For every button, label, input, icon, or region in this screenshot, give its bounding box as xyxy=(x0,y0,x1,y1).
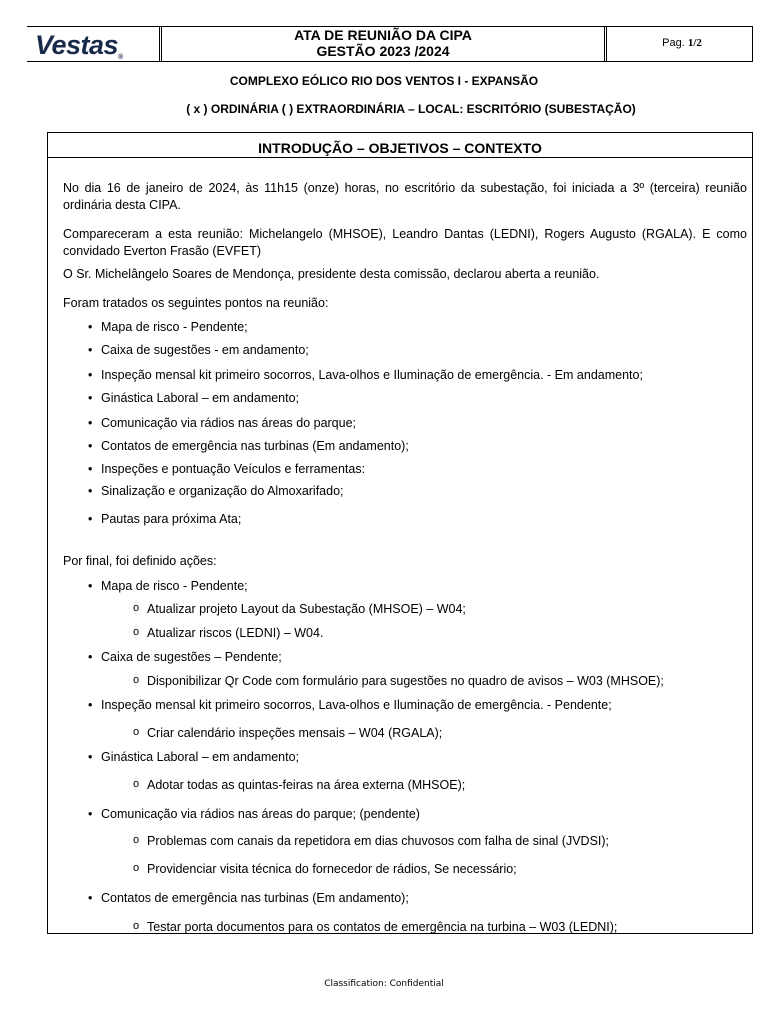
subtitle: COMPLEXO EÓLICO RIO DOS VENTOS I - EXPANSÃO xyxy=(229,74,539,88)
action-item: • Comunicação via rádios nas áreas do parque; (pendente) xyxy=(88,806,420,823)
action-item: • Contatos de emergência nas turbinas (Em andamento); xyxy=(88,890,409,907)
action-item: • Ginástica Laboral – em andamento; xyxy=(88,749,299,766)
paragraph-opening: O Sr. Michelângelo Soares de Mendonça, presidente desta comissão, declarou aberta a reunião. xyxy=(63,267,600,281)
list-item: • Caixa de sugestões - em andamento; xyxy=(88,342,309,359)
action-subitem: o Testar porta documentos para os contatos de emergência na turbina – W03 (LEDNI); xyxy=(133,919,617,936)
page-number: Pag. 1/2 xyxy=(662,37,702,49)
classification-footer: Classification: Confidential xyxy=(324,979,444,989)
list-item: • Ginástica Laboral – em andamento; xyxy=(88,390,299,407)
action-item: • Inspeção mensal kit primeiro socorros, Lava-olhos e Iluminação de emergência. - Pendente; xyxy=(88,697,612,714)
actions-intro: Por final, foi definido ações: xyxy=(63,554,217,568)
action-subitem: o Criar calendário inspeções mensais – W04 (RGALA); xyxy=(133,725,442,742)
paragraph-topics-intro: Foram tratados os seguintes pontos na reunião: xyxy=(63,296,329,310)
action-item: • Caixa de sugestões – Pendente; xyxy=(88,649,282,666)
action-subitem: o Providenciar visita técnica do fornecedor de rádios, Se necessário; xyxy=(133,861,517,878)
action-subitem: o Disponibilizar Qr Code com formulário para sugestões no quadro de avisos – W03 (MHSOE); xyxy=(133,673,664,690)
list-item: • Inspeções e pontuação Veículos e ferramentas: xyxy=(88,461,365,478)
document-header xyxy=(27,26,753,62)
document-title xyxy=(161,27,605,59)
vestas-logo: Vestas® xyxy=(35,30,123,61)
action-item: • Mapa de risco - Pendente; xyxy=(88,578,248,595)
action-subitem: o Problemas com canais da repetidora em dias chuvosos com falha de sinal (JVDSI); xyxy=(133,833,609,850)
list-item: • Sinalização e organização do Almoxarifado; xyxy=(88,483,344,500)
paragraph-attendees: Compareceram a esta reunião: Michelangelo (MHSOE), Leandro Dantas (LEDNI), Rogers Augusto (RGALA). E como convidado Everton Frasão (EVFET) xyxy=(63,227,747,258)
content-box xyxy=(47,132,753,934)
list-item: • Contatos de emergência nas turbinas (Em andamento); xyxy=(88,438,409,455)
action-subitem: o Atualizar projeto Layout da Subestação (MHSOE) – W04; xyxy=(133,601,466,618)
meeting-type: ( x ) ORDINÁRIA ( ) EXTRAORDINÁRIA – LOCAL: ESCRITÓRIO (SUBESTAÇÃO) xyxy=(186,102,636,116)
section-title: INTRODUÇÃO – OBJETIVOS – CONTEXTO xyxy=(48,133,752,158)
paragraph-date: No dia 16 de janeiro de 2024, às 11h15 (onze) horas, no escritório da subestação, foi iniciada a 3º (terceira) reunião ordinária desta CIPA. xyxy=(63,181,747,212)
list-item: • Inspeção mensal kit primeiro socorros, Lava-olhos e Iluminação de emergência. - Em andamento; xyxy=(88,367,643,384)
list-item: • Mapa de risco - Pendente; xyxy=(88,319,248,336)
header-divider-right-double xyxy=(606,26,607,62)
header-bottom-border xyxy=(27,61,753,62)
title-line-1: ATA DE REUNIÃO DA CIPA xyxy=(294,27,472,43)
title-line-2: GESTÃO 2023 /2024 xyxy=(316,43,450,59)
header-divider-left xyxy=(159,26,160,62)
action-subitem: o Adotar todas as quintas-feiras na área externa (MHSOE); xyxy=(133,777,465,794)
action-subitem: o Atualizar riscos (LEDNI) – W04. xyxy=(133,625,323,642)
list-item: • Comunicação via rádios nas áreas do parque; xyxy=(88,415,356,432)
list-item: • Pautas para próxima Ata; xyxy=(88,511,241,528)
